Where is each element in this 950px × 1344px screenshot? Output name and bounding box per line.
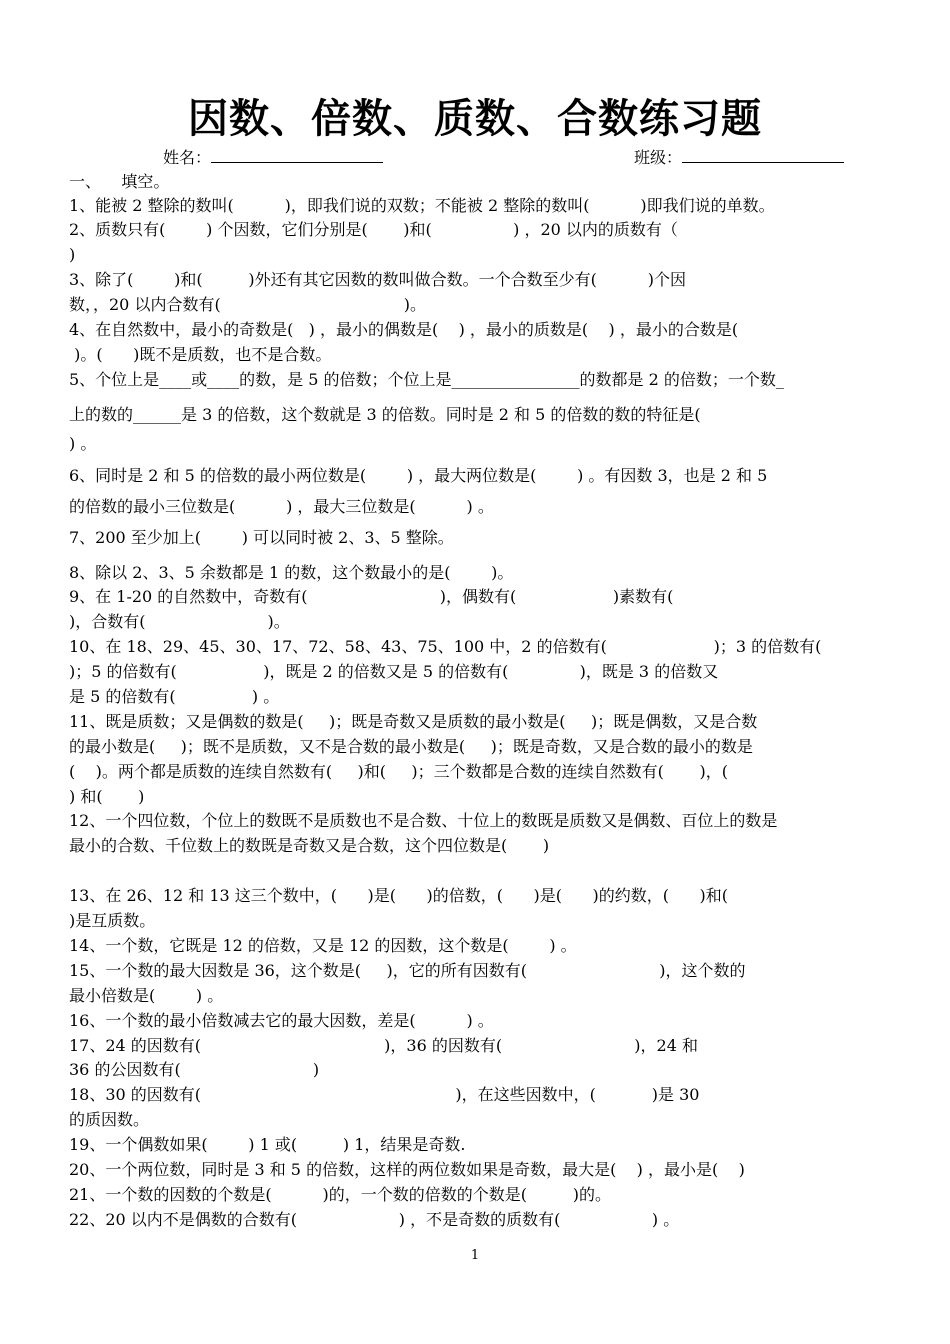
question-line: 18、30 的因数有( )，在这些因数中，( )是 30 [69, 1085, 700, 1104]
question-line: 19、一个偶数如果( ) 1 或( ) 1，结果是奇数. [69, 1135, 466, 1154]
question-line: )，合数有( )。 [69, 612, 290, 631]
question-line: 的倍数的最小三位数是( ) ，最大三位数是( ) 。 [69, 497, 494, 516]
question-line: )；5 的倍数有( )，既是 2 的倍数又是 5 的倍数有( )，既是 3 的倍数又 [69, 662, 719, 681]
question-line: 最小的合数、千位数上的数既是奇数又是合数，这个四位数是( ) [69, 836, 550, 855]
question-line: 1、能被 2 整除的数叫( )，即我们说的双数；不能被 2 整除的数叫( )即我们说的单数。 [69, 196, 775, 215]
question-line: ) [69, 245, 76, 264]
question-line: ) 。 [69, 434, 97, 453]
question-line: 22、20 以内不是偶数的合数有( ) ，不是奇数的质数有( ) 。 [69, 1210, 680, 1229]
question-line: )。( )既不是质数，也不是合数。 [69, 345, 332, 364]
page-number: 1 [470, 1248, 480, 1263]
question-line: 8、除以 2、3、5 余数都是 1 的数，这个数最小的是( )。 [69, 563, 514, 582]
section-heading: 一、 填空。 [69, 172, 170, 191]
question-line: 最小倍数是( ) 。 [69, 986, 224, 1005]
question-line: 17、24 的因数有( )，36 的因数有( )，24 和 [69, 1036, 698, 1055]
question-line: 13、在 26、12 和 13 这三个数中，( )是( )的倍数，( )是( )的约数，( )和( [69, 886, 729, 905]
question-line: 12、一个四位数，个位上的数既不是质数也不是合数、十位上的数既是质数又是偶数、百位上的数是 [69, 811, 778, 830]
question-line: 2、质数只有( ) 个因数，它们分别是( )和( ) ，20 以内的质数有（ [69, 220, 678, 239]
class-label: 班级： [634, 148, 683, 167]
question-line: 4、在自然数中，最小的奇数是( ) ，最小的偶数是( ) ，最小的质数是( ) ，最小的合数是( [69, 320, 739, 339]
question-line: 9、在 1-20 的自然数中，奇数有( )，偶数有( )素数有( [69, 587, 674, 606]
question-line: 10、在 18、29、45、30、17、72、58、43、75、100 中，2 的倍数有( )；3 的倍数有( [69, 637, 822, 656]
question-line: )是互质数。 [69, 911, 156, 930]
question-line: 5、个位上是____或____的数，是 5 的倍数；个位上是________________的数都是 2 的倍数；一个数_ [69, 370, 784, 389]
question-line: 的最小数是( )；既不是质数，又不是合数的最小数是( )；既是奇数，又是合数的最小的数是 [69, 737, 753, 756]
name-blank [211, 146, 383, 163]
question-line: 14、一个数，它既是 12 的倍数，又是 12 的因数，这个数是( ) 。 [69, 936, 577, 955]
question-line: 21、一个数的因数的个数是( )的，一个数的倍数的个数是( )的。 [69, 1185, 611, 1204]
class-blank [682, 146, 844, 163]
question-line: 数，，20 以内合数有( )。 [69, 295, 427, 314]
name-label: 姓名： [163, 148, 212, 167]
question-line: 3、除了( )和( )外还有其它因数的数叫做合数。一个合数至少有( )个因 [69, 270, 686, 289]
question-line: 20、一个两位数，同时是 3 和 5 的倍数，这样的两位数如果是奇数，最大是( ) ，最小是( ) [69, 1160, 745, 1179]
question-line: 15、一个数的最大因数是 36，这个数是( )，它的所有因数有( )，这个数的 [69, 961, 746, 980]
question-line: 上的数的______是 3 的倍数，这个数就是 3 的倍数。同时是 2 和 5 的倍数的数的特征是( [69, 405, 701, 424]
name-field [163, 146, 383, 169]
question-line: 是 5 的倍数有( ) 。 [69, 687, 280, 706]
class-field [634, 146, 844, 169]
question-line: 6、同时是 2 和 5 的倍数的最小两位数是( ) ，最大两位数是( ) 。有因数 3，也是 2 和 5 [69, 466, 768, 485]
question-line: 36 的公因数有( ) [69, 1060, 320, 1079]
question-line: 7、200 至少加上( ) 可以同时被 2、3、5 整除。 [69, 528, 454, 547]
question-line: 11、既是质数；又是偶数的数是( )；既是奇数又是质数的最小数是( )；既是偶数，又是合数 [69, 712, 758, 731]
page-title: 因数、倍数、质数、合数练习题 [188, 95, 762, 142]
question-line: ( )。两个都是质数的连续自然数有( )和( )；三个数都是合数的连续自然数有( )，( [69, 762, 728, 781]
question-line: ) 和( ) [69, 787, 145, 806]
question-line: 16、一个数的最小倍数减去它的最大因数，差是( ) 。 [69, 1011, 494, 1030]
question-line: 的质因数。 [69, 1110, 150, 1129]
